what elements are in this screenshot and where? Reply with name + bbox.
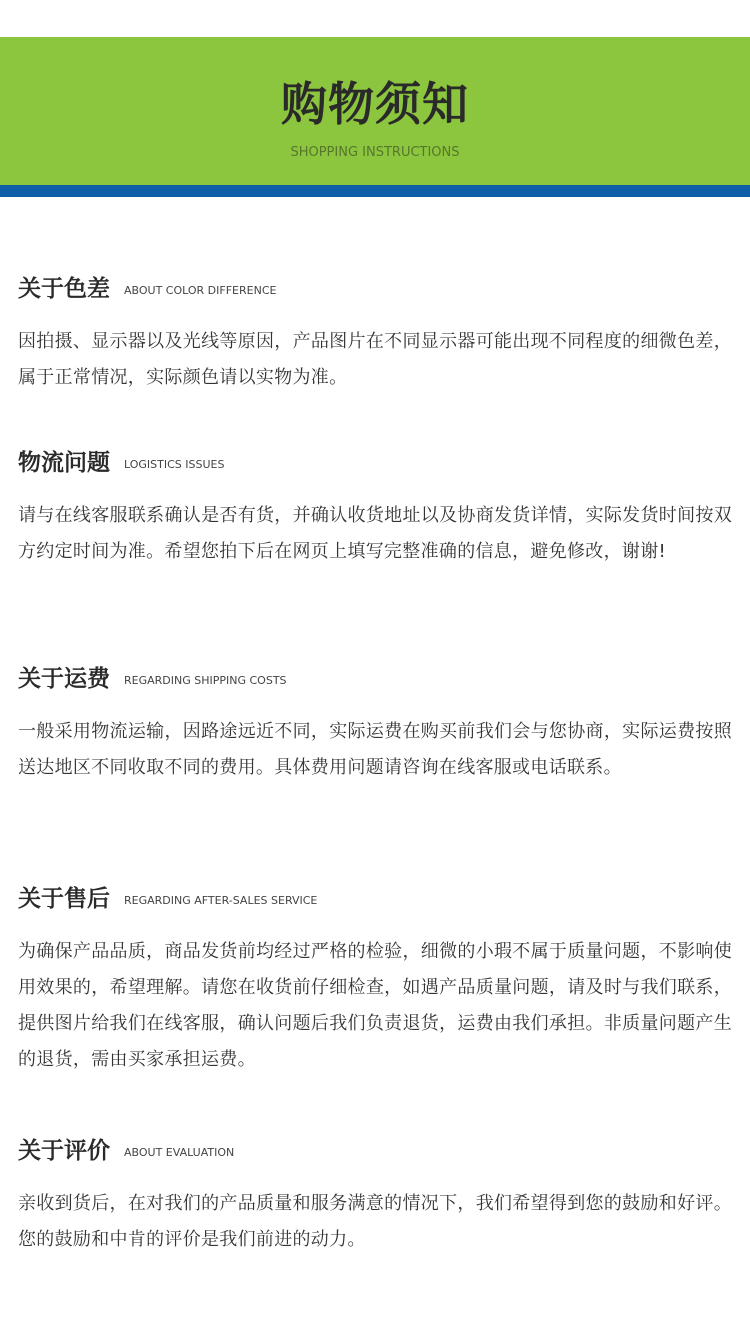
page-subtitle: SHOPPING INSTRUCTIONS	[290, 145, 460, 160]
section-color-difference	[18, 270, 732, 396]
section-after-sales	[18, 880, 732, 1078]
section-shipping-costs	[18, 660, 732, 786]
section-body: 请与在线客服联系确认是否有货，并确认收货地址以及协商发货详情，实际发货时间按双方约定时间为准。希望您拍下后在网页上填写完整准确的信息，避免修改，谢谢!	[18, 505, 732, 562]
header-divider-stripe	[0, 185, 750, 197]
section-heading	[18, 880, 732, 914]
section-title: 关于色差	[18, 276, 110, 302]
section-heading	[18, 660, 732, 694]
section-title: 关于售后	[18, 886, 110, 912]
section-evaluation	[18, 1132, 732, 1258]
section-subtitle: LOGISTICS ISSUES	[124, 458, 225, 471]
section-subtitle: REGARDING SHIPPING COSTS	[124, 674, 287, 687]
section-subtitle: ABOUT COLOR DIFFERENCE	[124, 284, 277, 297]
section-heading	[18, 1132, 732, 1166]
section-title: 物流问题	[18, 450, 110, 476]
section-title: 关于评价	[18, 1138, 110, 1164]
section-title: 关于运费	[18, 666, 110, 692]
section-logistics	[18, 444, 732, 570]
section-heading	[18, 270, 732, 304]
section-body: 因拍摄、显示器以及光线等原因，产品图片在不同显示器可能出现不同程度的细微色差，属于正常情况，实际颜色请以实物为准。	[18, 331, 732, 388]
section-body: 亲收到货后，在对我们的产品质量和服务满意的情况下，我们希望得到您的鼓励和好评。您的鼓励和中肯的评价是我们前进的动力。	[18, 1193, 732, 1250]
section-body: 为确保产品品质，商品发货前均经过严格的检验，细微的小瑕不属于质量问题，不影响使用效果的，希望理解。请您在收货前仔细检查，如遇产品质量问题，请及时与我们联系，提供图片给我们在线客服，确认问题后我们负责退货，运费由我们承担。非质量问题产生的退货，需由买家承担运费。	[18, 941, 732, 1070]
section-subtitle: REGARDING AFTER-SALES SERVICE	[124, 894, 318, 907]
section-subtitle: ABOUT EVALUATION	[124, 1146, 235, 1159]
section-heading	[18, 444, 732, 478]
page-title: 购物须知	[281, 77, 469, 131]
section-body: 一般采用物流运输，因路途远近不同，实际运费在购买前我们会与您协商，实际运费按照送达地区不同收取不同的费用。具体费用问题请咨询在线客服或电话联系。	[18, 721, 732, 778]
